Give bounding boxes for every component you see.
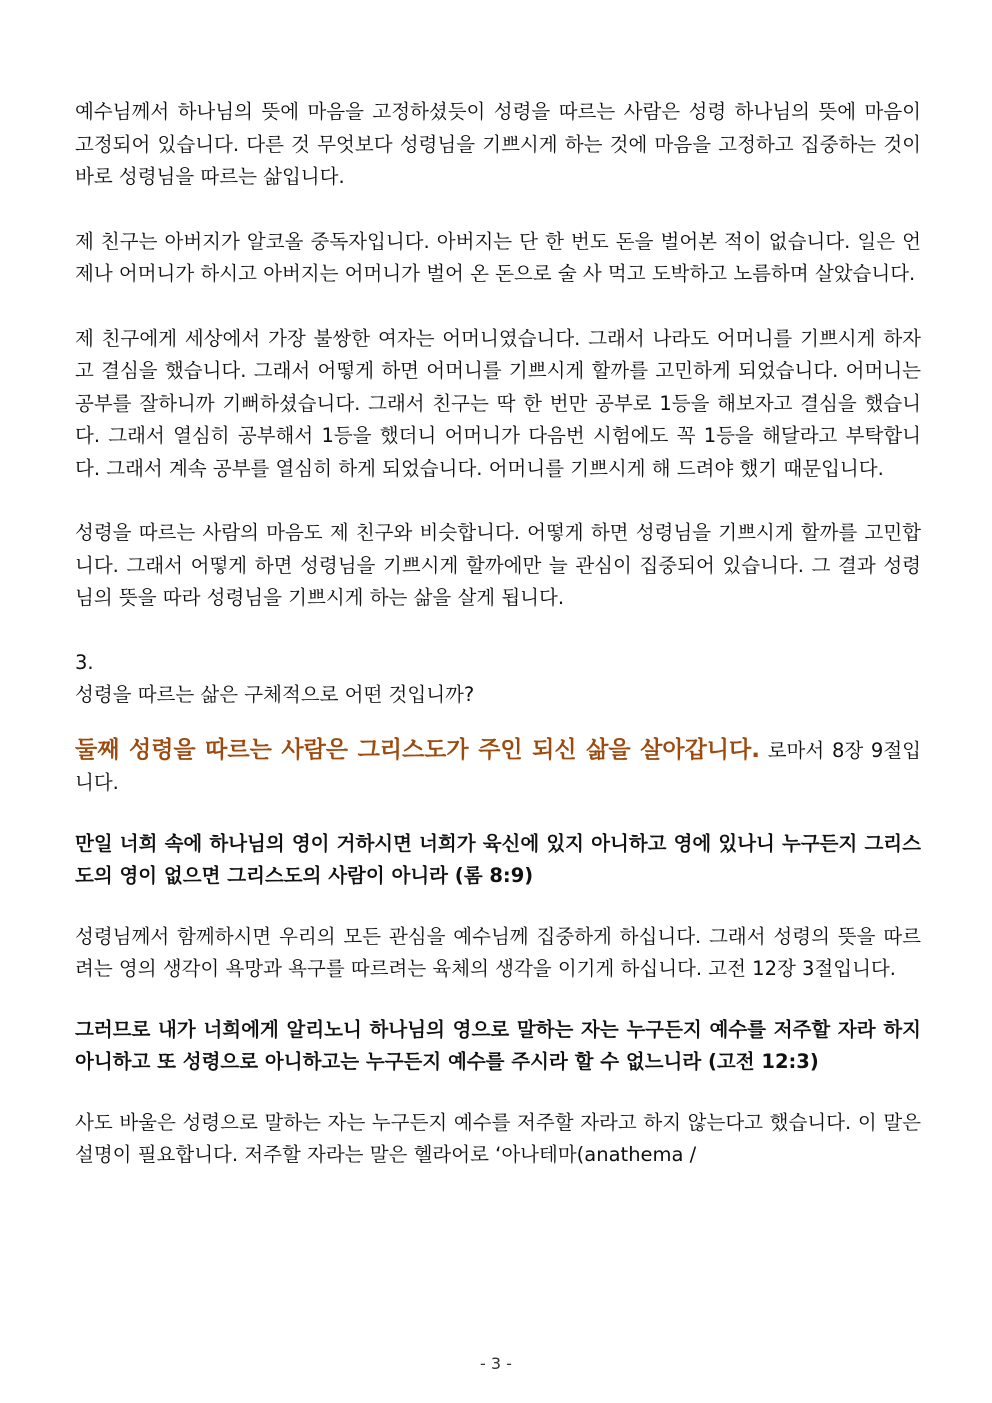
- paragraph-5: 성령님께서 함께하시면 우리의 모든 관심을 예수님께 집중하게 하십니다. 그래서 성령의 뜻을 따르려는 영의 생각이 욕망과 욕구를 따르려는 육체의 생각을 이기게 하십니다. 고전 12장 3절입니다.: [75, 924, 921, 980]
- paragraph-4: 성령을 따르는 사람의 마음도 제 친구와 비슷합니다. 어떻게 하면 성령님을 기쁘시게 할까를 고민합니다. 그래서 어떻게 하면 성령님을 기쁘시게 할까에만 늘 관심이 집중되어 있습니다. 그 결과 성령님의 뜻을 따라 성령님을 기쁘시게 하는 삶을 살게 됩니다.: [75, 521, 921, 609]
- paragraph-3: 제 친구에게 세상에서 가장 불쌍한 여자는 어머니였습니다. 그래서 나라도 어머니를 기쁘시게 하자고 결심을 했습니다. 그래서 어떻게 하면 어머니를 기쁘시게 할까를 고민하게 되었습니다. 어머니는 공부를 잘하니까 기뻐하셨습니다. 그래서 친구는 딱 한 번만 공부로 1등을 해보자고 결심을 했습니다. 그래서 열심히 공부해서 1등을 했더니 어머니가 다음번 시험에도 꼭 1등을 해달라고 부탁합니다. 그래서 계속 공부를 열심히 하게 되었습니다. 어머니를 기쁘시게 해 드려야 했기 때문입니다.: [75, 326, 921, 480]
- heading-reference-text: 로마서 8장 9절입니다.: [75, 738, 922, 794]
- scripture-verse-2: 그러므로 내가 너희에게 알리노니 하나님의 영으로 말하는 자는 누구든지 예수를 저주할 자라 하지 아니하고 또 성령으로 아니하고는 누구든지 예수를 주시라 할 수 없느니라 (고전 12:3): [75, 1017, 921, 1073]
- paragraph-1: 예수님께서 하나님의 뜻에 마음을 고정하셨듯이 성령을 따르는 사람은 성령 하나님의 뜻에 마음이 고정되어 있습니다. 다른 것 무엇보다 성령님을 기쁘시게 하는 것에 마음을 고정하고 집중하는 것이 바로 성령님을 따르는 삶입니다.: [75, 100, 921, 188]
- section-question: 성령을 따르는 삶은 구체적으로 어떤 것입니까?: [75, 683, 475, 706]
- document-body: [75, 96, 921, 1172]
- paragraph-6: 사도 바울은 성령으로 말하는 자는 누구든지 예수를 저주할 자라고 하지 않는다고 했습니다. 이 말은 설명이 필요합니다. 저주할 자라는 말은 헬라어로 ‘아나테마(anathema /: [75, 1110, 921, 1166]
- page-number: - 3 -: [480, 1354, 512, 1373]
- heading-accent-text: 둘째 성령을 따르는 사람은 그리스도가 주인 되신 삶을 살아갑니다.: [75, 736, 760, 763]
- scripture-verse-1: 만일 너희 속에 하나님의 영이 거하시면 너희가 육신에 있지 아니하고 영에 있나니 누구든지 그리스도의 영이 없으면 그리스도의 사람이 아니라 (롬 8:9): [75, 831, 921, 887]
- section-heading: [75, 734, 921, 800]
- section-number: 3.: [75, 650, 94, 674]
- paragraph-2: 제 친구는 아버지가 알코올 중독자입니다. 아버지는 단 한 번도 돈을 벌어본 적이 없습니다. 일은 언제나 어머니가 하시고 아버지는 어머니가 벌어 온 돈으로 술 사 먹고 도박하고 노름하며 살았습니다.: [75, 229, 921, 285]
